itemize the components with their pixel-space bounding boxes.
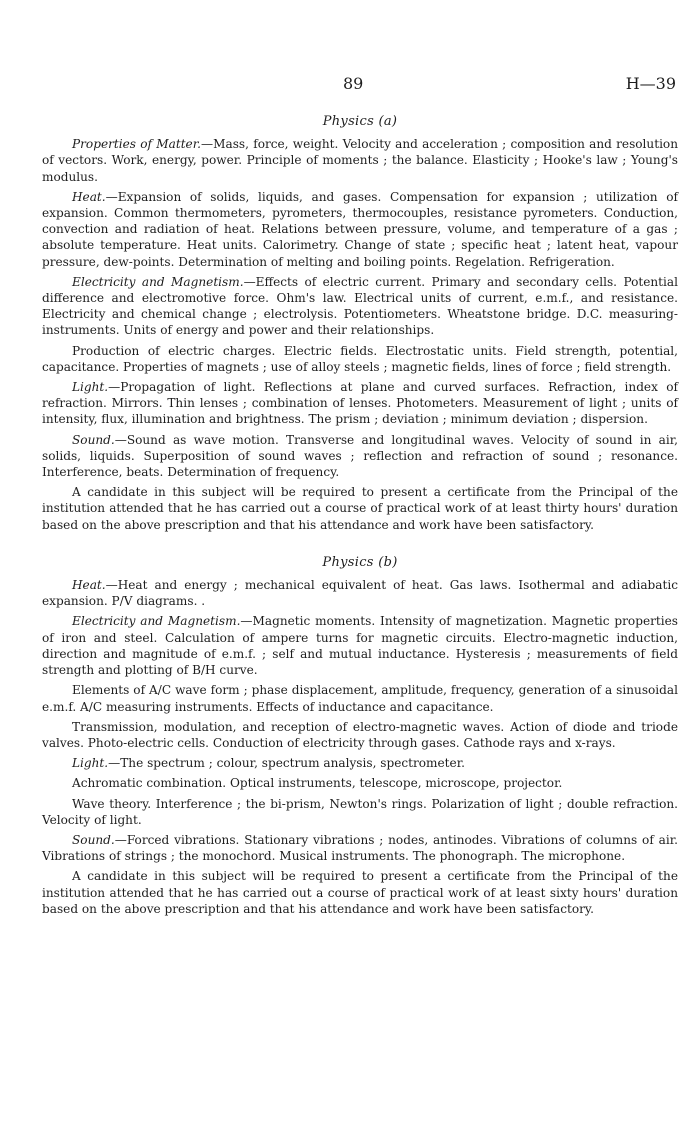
paragraph [42,432,678,481]
topic-heading: Sound. [72,832,115,847]
paragraph-text: —Magnetic moments. Intensity of magnetization. Magnetic properties of iron and steel. Calculation of ampere turns for magnetic circuits. Electro-magnetic induction, direction and magnitude of e.m.f. ; self and mutual inductance. Hysteresis ; measurements of field strength and plotting of B/H curve. [42,614,678,678]
paragraph [42,682,678,714]
paragraph-text: Achromatic combination. Optical instruments, telescope, microscope, projector. [72,776,563,791]
paragraph-text: Production of electric charges. Electric fields. Electrostatic units. Field strength, potential, capacitance. Properties of magnets ; use of alloy steels ; magnetic fields, lines of force ; field strength. [42,343,678,374]
page-header [0,74,700,98]
topic-heading: Electricity and Magnetism. [72,274,244,289]
section-title-physics-a: Physics (a) [322,114,398,129]
paragraph-text: Elements of A/C wave form ; phase displacement, amplitude, frequency, generation of a sinusoidal e.m.f. A/C measuring instruments. Effects of inductance and capacitance. [42,683,678,714]
topic-heading: Electricity and Magnetism. [72,614,241,629]
certificate-note [42,868,678,917]
certificate-note [42,484,678,533]
paragraph [42,755,678,771]
topic-heading: Properties of Matter. [72,137,202,152]
paragraph-text: —Heat and energy ; mechanical equivalent of heat. Gas laws. Isothermal and adiabatic expansion. P/V diagrams. . [42,578,678,609]
paragraph-text: A candidate in this subject will be required to present a certificate from the Principal of the institution attended that he has carried out a course of practical work of at least thirty hours' duration based on the above prescription and that his attendance and work have been satisfactory. [42,485,678,532]
paragraph-text: —Sound as wave motion. Transverse and longitudinal waves. Velocity of sound in air, solids, liquids. Superposition of sound waves ; reflection and refraction of sound ; resonance. Interference, beats. Determination of frequency. [42,432,678,480]
paragraph-text: A candidate in this subject will be required to present a certificate from the Principal of the institution attended that he has carried out a course of practical work of at least sixty hours' duration based on the above prescription and that his attendance and work have been satisfactory. [42,869,678,916]
paragraph [42,136,678,185]
section-physics-b [42,577,678,917]
paragraph-text: Wave theory. Interference ; the bi-prism, Newton's rings. Polarization of light ; double refraction. Velocity of light. [42,796,678,827]
paragraph [42,274,678,339]
paragraph [42,719,678,751]
topic-heading: Sound. [72,432,115,447]
paragraph-text: —Forced vibrations. Stationary vibrations ; nodes, antinodes. Vibrations of columns of air. Vibrations of strings ; the monochord. Musical instruments. The phonograph. The microphone. [42,832,678,864]
topic-heading: Heat. [72,578,106,593]
paragraph-text: —The spectrum ; colour, spectrum analysis, spectrometer. [108,756,465,771]
paragraph-text: —Propagation of light. Reflections at plane and curved surfaces. Refraction, index of refraction. Mirrors. Thin lenses ; combination of lenses. Photometers. Measurement of light ; units of intensity, flux, illumination and brightness. The prism ; deviation ; minimum deviation ; dispersion. [42,380,678,427]
paragraph-text: —Effects of electric current. Primary and secondary cells. Potential difference and electromotive force. Ohm's law. Electrical units of current, e.m.f., and resistance. Electricity and chemical change ; electrolysis. Potentiometers. Wheatstone bridge. D.C. measuring-instruments. Units of energy and power and their relationships. [42,274,678,338]
topic-heading: Heat. [72,189,106,204]
paragraph-text: —Mass, force, weight. Velocity and acceleration ; composition and resolution of vectors. Work, energy, power. Principle of moments ; the balance. Elasticity ; Hooke's law ; Young's modulus. [42,137,679,184]
section-physics-a [42,136,678,533]
page-number: 89 [343,74,364,93]
page-code: H—39 [625,74,676,93]
paragraph [42,343,678,375]
paragraph [42,796,678,828]
paragraph [42,775,678,791]
section-title-physics-b: Physics (b) [322,554,398,570]
paragraph [42,613,678,678]
paragraph-text: Transmission, modulation, and reception of electro-magnetic waves. Action of diode and triode valves. Photo-electric cells. Conduction of electricity through gases. Cathode rays and x-rays. [42,719,678,750]
topic-heading: Light. [72,380,109,395]
paragraph [42,832,678,864]
paragraph [42,577,678,609]
document-body [42,114,678,921]
paragraph [42,189,678,270]
topic-heading: Light. [72,756,109,771]
paragraph [42,379,678,428]
paragraph-text: —Expansion of solids, liquids, and gases. Compensation for expansion ; utilization of expansion. Common thermometers, pyrometers, thermocouples, resistance pyrometers. Conduction, convection and radiation of heat. Relations between pressure, volume, and temperature of a gas ; absolute temperature. Heat units. Calorimetry. Change of state ; specific heat ; latent heat, vapour pressure, dew-points. Determination of melting and boiling points. Regelation. Refrigeration. [42,189,678,269]
